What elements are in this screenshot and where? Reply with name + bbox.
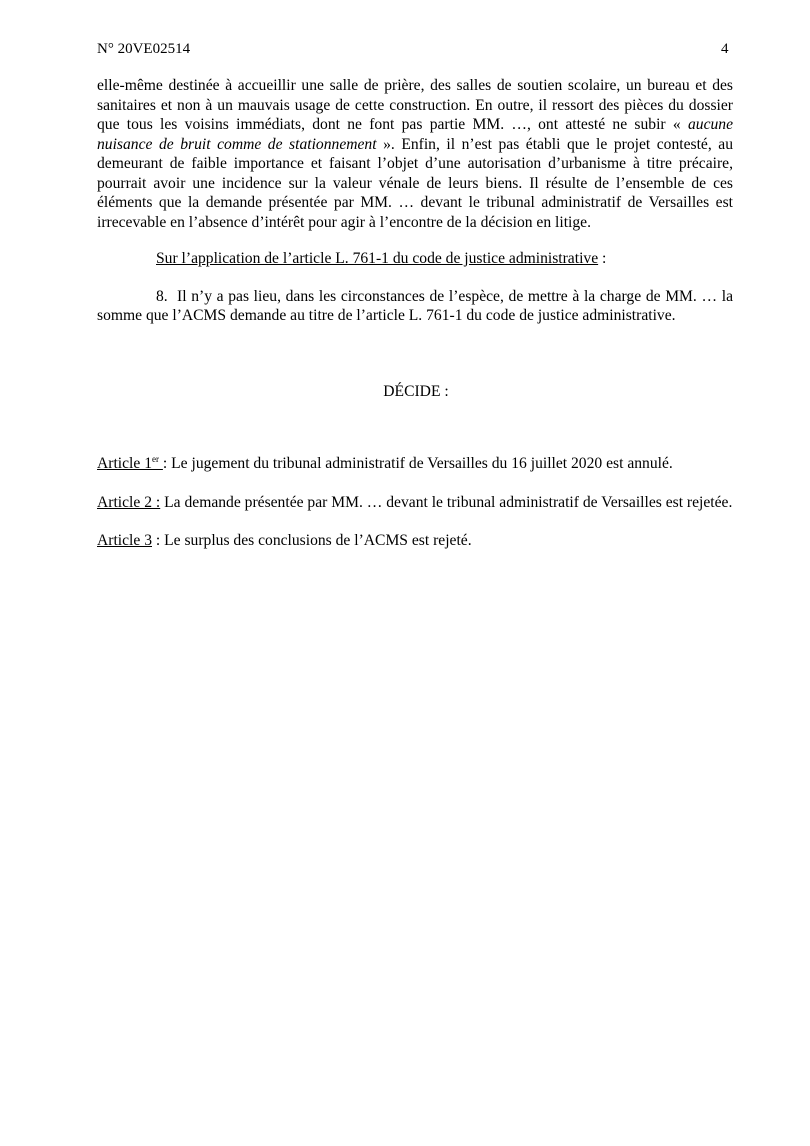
document-body — [97, 76, 733, 551]
page-number: 4 — [721, 41, 729, 57]
article-1-separator: : — [162, 455, 168, 472]
article-2-label: Article 2 : — [97, 493, 161, 511]
article-1-text: Le jugement du tribunal administratif de Versailles du 16 juillet 2020 est annulé. — [167, 455, 673, 472]
section-heading-colon: : — [598, 250, 607, 267]
article-3 — [97, 531, 733, 551]
paragraph-7-quote: aucune nuisance de bruit comme de stationnement — [97, 116, 733, 153]
case-number: N° 20VE02514 — [97, 41, 191, 57]
article-1-superscript: er — [152, 453, 159, 464]
paragraph-7-text-start: elle-même destinée à accueillir une salle de prière, des salles de soutien scolaire, un bureau et des sanitaires et non à un mauvais usage de cette construction. En outre, il ressort des pièces du dossier que tous les voisins immédiats, dont ne font pas partie MM. …, ont attesté ne subir « — [97, 77, 733, 133]
section-heading — [97, 249, 733, 269]
article-1 — [97, 454, 733, 474]
article-2 — [97, 493, 733, 513]
article-1-label: Article 1er — [97, 453, 159, 472]
article-3-text: : Le surplus des conclusions de l’ACMS est rejeté. — [152, 532, 472, 549]
article-3-label: Article 3 — [97, 532, 152, 549]
paragraph-7-text-end: ». Enfin, il n’est pas établi que le projet contesté, au demeurant de faible importance et faisant l’objet d’une autorisation d’urbanisme à titre précaire, pourrait avoir une incidence sur la valeur vénale de leurs biens. Il résulte de l’ensemble de ces éléments que la demande présentée par MM. … devant le tribunal administratif de Versailles est irrecevable en l’absence d’intérêt pour agir à l’encontre de la décision en litige. — [97, 135, 734, 231]
paragraph-8: 8. Il n’y a pas lieu, dans les circonstances de l’espèce, de mettre à la charge de MM. … la somme que l’ACMS demande au titre de l’article L. 761-1 du code de justice administrative. — [97, 287, 733, 324]
article-2-text: La demande présentée par MM. … devant le tribunal administratif de Versailles est rejetée. — [160, 493, 733, 511]
decide-heading: DÉCIDE : — [383, 382, 449, 400]
section-heading-title: Sur l’application de l’article L. 761-1 du code de justice administrative — [156, 250, 599, 267]
paragraph-7 — [97, 76, 733, 232]
